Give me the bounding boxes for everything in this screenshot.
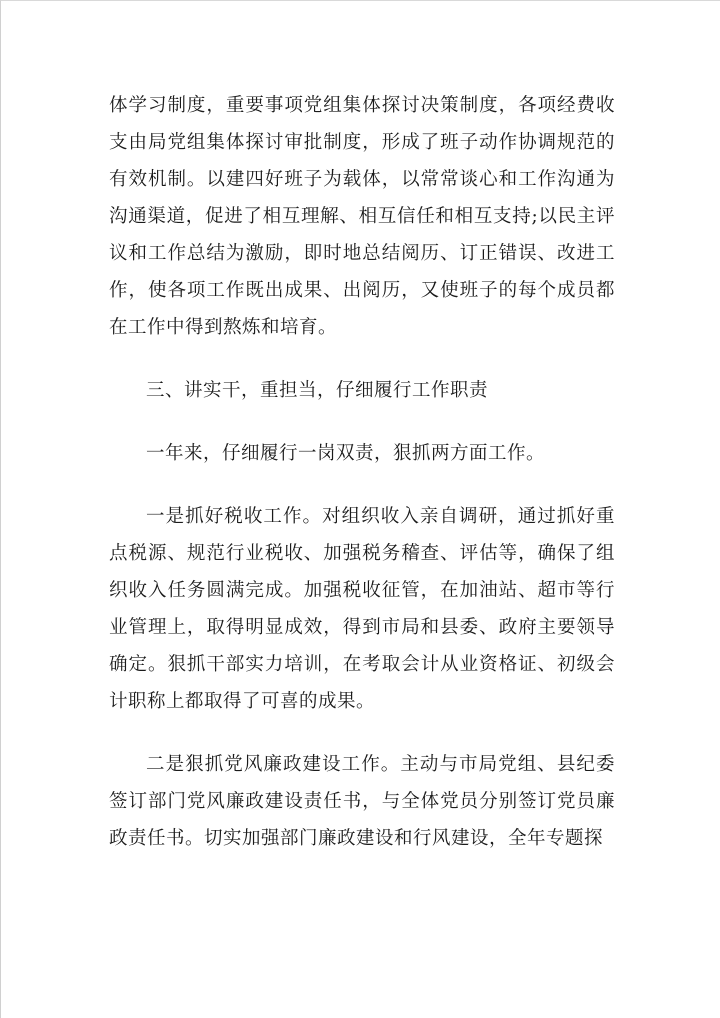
- paragraph-continuation: 体学习制度，重要事项党组集体探讨决策制度，各项经费收支由局党组集体探讨审批制度，形成了班子动作协调规范的有效机制。以建四好班子为载体，以常常谈心和工作沟通为沟通渠道，促进了相互理解、相互信任和相互支持;以民主评议和工作总结为激励，即时地总结阅历、订正错误、改进工作，使各项工作既出成果、出阅历，又使班子的每个成员都在工作中得到熬炼和培育。: [109, 95, 615, 338]
- paragraph-integrity-work: 二是狠抓党风廉政建设工作。主动与市局党组、县纪委签订部门党风廉政建设责任书，与全体党员分别签订党员廉政责任书。切实加强部门廉政建设和行风建设，全年专题探: [109, 754, 615, 849]
- paragraph-intro: 一年来，仔细履行一岗双责，狠抓两方面工作。: [146, 443, 546, 464]
- section-heading: 三、讲实干，重担当，仔细履行工作职责: [146, 380, 489, 401]
- paragraph-tax-work: 一是抓好税收工作。对组织收入亲自调研，通过抓好重点税源、规范行业税收、加强税务稽查、评估等，确保了组织收入任务圆满完成。加强税收征管，在加油站、超市等行业管理上，取得明显成效，得到市局和县委、政府主要领导确定。狠抓干部实力培训，在考取会计从业资格证、初级会计职称上都取得了可喜的成果。: [109, 506, 615, 712]
- paragraph-gap: [109, 720, 615, 746]
- paragraph-gap: [109, 409, 615, 435]
- paragraph-gap: [109, 346, 615, 372]
- paragraph-gap: [109, 472, 615, 498]
- document-body: [109, 87, 615, 857]
